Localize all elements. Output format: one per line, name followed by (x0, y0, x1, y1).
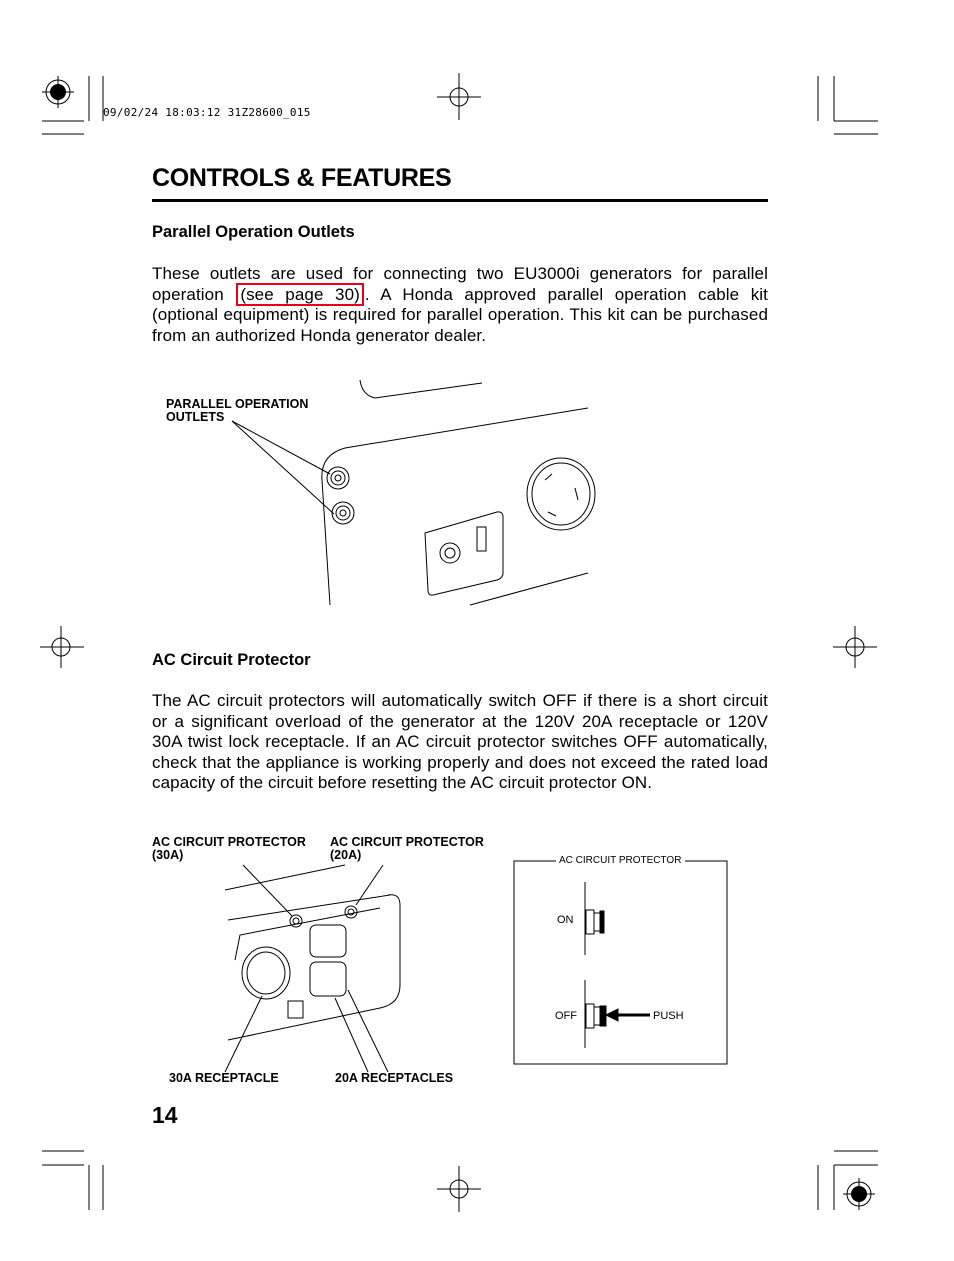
crop-mark-top-right (818, 76, 878, 134)
parallel-text-a: These outlets are used for connecting two EU3000i generators for parallel operation (152, 264, 768, 304)
section-heading-ac-protector: AC Circuit Protector (152, 651, 311, 669)
protector-30a-label (152, 836, 306, 862)
receptacle-30a-label: 30A RECEPTACLE (169, 1071, 279, 1085)
crop-mark-bottom-left (42, 1151, 103, 1210)
crosshair-top-center (437, 73, 481, 120)
page-30-link[interactable]: (see page 30) (236, 283, 364, 306)
inset-box (514, 861, 727, 1064)
registration-target-top-left (42, 76, 74, 108)
ac-protector-illustration (225, 865, 400, 1072)
crop-mark-top-left (42, 76, 103, 134)
registration-target-bottom-right (843, 1178, 875, 1210)
crosshair-bottom-center (437, 1166, 481, 1212)
receptacles-20a-label: 20A RECEPTACLES (335, 1071, 454, 1085)
protector-30a-label-line1: AC CIRCUIT PROTECTOR (152, 835, 306, 849)
inset-on-label: ON (557, 914, 574, 926)
page-number: 14 (152, 1102, 178, 1128)
ac-protector-paragraph: The AC circuit protectors will automatically switch OFF if there is a short circuit or a significant overload of the generator at the 120V 20A receptacle or 120V 30A twist lock receptacle. If an AC circuit protector switches OFF automatically, check that the appliance is working properly and does not exceed the rated load capacity of the circuit before resetting the AC circuit protector ON. (152, 691, 768, 792)
protector-20a-label-line1: AC CIRCUIT PROTECTOR (330, 835, 484, 849)
parallel-outlets-label-line2: OUTLETS (166, 410, 225, 424)
parallel-text-b: . A Honda approved parallel operation cable kit (optional equipment) is required for parallel operation. This kit can be purchased from an authorized Honda generator dealer. (152, 284, 768, 345)
parallel-outlets-label-line1: PARALLEL OPERATION (166, 397, 309, 411)
protector-20a-label (330, 836, 484, 862)
inset-push-label: PUSH (653, 1010, 684, 1022)
parallel-paragraph (152, 264, 768, 346)
print-timestamp: 09/02/24 18:03:12 31Z28600_015 (103, 106, 311, 119)
parallel-outlets-label (166, 398, 308, 424)
crosshair-right (833, 626, 877, 668)
protector-20a-label-line2: (20A) (330, 848, 362, 862)
protector-30a-label-line2: (30A) (152, 848, 184, 862)
inset-off-label: OFF (555, 1010, 577, 1022)
crosshair-left (40, 626, 84, 668)
inset-title: AC CIRCUIT PROTECTOR (559, 855, 682, 866)
section-heading-parallel: Parallel Operation Outlets (152, 223, 355, 241)
page-title: CONTROLS & FEATURES (152, 164, 452, 192)
title-rule (152, 199, 768, 202)
